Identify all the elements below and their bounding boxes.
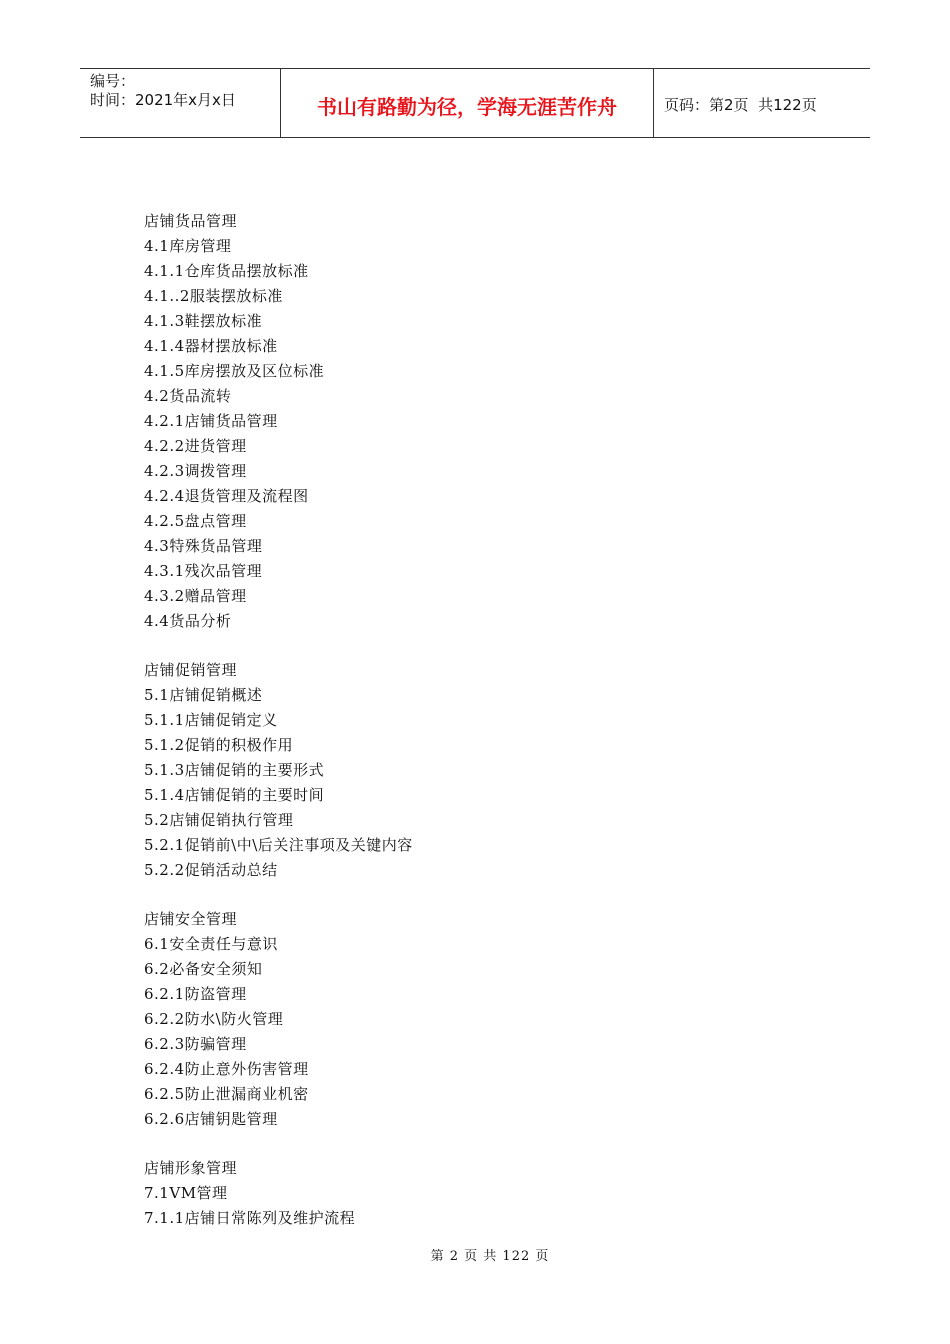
toc-entry: 5.1.1店铺促销定义	[144, 711, 278, 729]
toc-entry: 4.2.3调拨管理	[144, 462, 247, 480]
toc-entry: 4.1.1仓库货品摆放标准	[144, 262, 309, 280]
toc-entry: 4.2货品流转	[144, 387, 232, 405]
toc-entry: 6.1安全责任与意识	[144, 935, 278, 953]
toc-entry: 4.3.1残次品管理	[144, 562, 263, 580]
toc-entry: 4.2.2进货管理	[144, 437, 247, 455]
toc-entry: 5.1.2促销的积极作用	[144, 736, 294, 754]
toc-section-heading: 店铺形象管理	[144, 1159, 238, 1177]
toc-entry: 7.1VM管理	[144, 1184, 228, 1202]
toc-entry: 7.1.1店铺日常陈列及维护流程	[144, 1209, 356, 1227]
toc-entry: 6.2.5防止泄漏商业机密	[144, 1085, 309, 1103]
toc-entry: 5.1店铺促销概述	[144, 686, 263, 704]
toc-entry: 4.2.4退货管理及流程图	[144, 487, 309, 505]
toc-entry: 5.1.3店铺促销的主要形式	[144, 761, 325, 779]
toc-entry: 6.2.3防骗管理	[144, 1035, 247, 1053]
toc-entry: 5.2.2促销活动总结	[144, 861, 278, 879]
toc-entry: 5.1.4店铺促销的主要时间	[144, 786, 325, 804]
toc-entry: 4.3特殊货品管理	[144, 537, 263, 555]
toc-entry: 6.2.2防水\防火管理	[144, 1010, 284, 1028]
header-motto: 书山有路勤为径，学海无涯苦作舟	[281, 69, 654, 137]
toc-entry: 6.2.1防盗管理	[144, 985, 247, 1003]
section-spacer	[144, 1132, 413, 1156]
toc-entry: 4.4货品分析	[144, 612, 232, 630]
toc-entry: 4.2.1店铺货品管理	[144, 412, 278, 430]
header-page-info: 页码：第2页 共122页	[664, 95, 817, 114]
toc-entry: 6.2必备安全须知	[144, 960, 263, 978]
toc-entry: 4.2.5盘点管理	[144, 512, 247, 530]
toc-entry: 4.1..2服装摆放标准	[144, 287, 283, 305]
table-of-contents	[144, 209, 413, 1231]
section-spacer	[144, 883, 413, 907]
toc-entry: 4.3.2赠品管理	[144, 587, 247, 605]
toc-entry: 4.1.3鞋摆放标准	[144, 312, 263, 330]
page-header	[80, 68, 870, 138]
toc-section-heading: 店铺货品管理	[144, 212, 238, 230]
toc-entry: 4.1.4器材摆放标准	[144, 337, 278, 355]
toc-entry: 5.2.1促销前\中\后关注事项及关键内容	[144, 836, 413, 854]
toc-entry: 4.1库房管理	[144, 237, 232, 255]
document-number-label: 编号：	[90, 72, 136, 90]
toc-entry: 6.2.6店铺钥匙管理	[144, 1110, 278, 1128]
section-spacer	[144, 634, 413, 658]
document-date: 时间：2021年x月x日	[90, 91, 236, 109]
toc-entry: 5.2店铺促销执行管理	[144, 811, 294, 829]
toc-entry: 6.2.4防止意外伤害管理	[144, 1060, 309, 1078]
toc-entry: 4.1.5库房摆放及区位标准	[144, 362, 325, 380]
header-meta-cell	[80, 69, 281, 137]
toc-section-heading: 店铺促销管理	[144, 661, 238, 679]
toc-section-heading: 店铺安全管理	[144, 910, 238, 928]
page-footer: 第 2 页 共 122 页	[430, 1249, 550, 1264]
